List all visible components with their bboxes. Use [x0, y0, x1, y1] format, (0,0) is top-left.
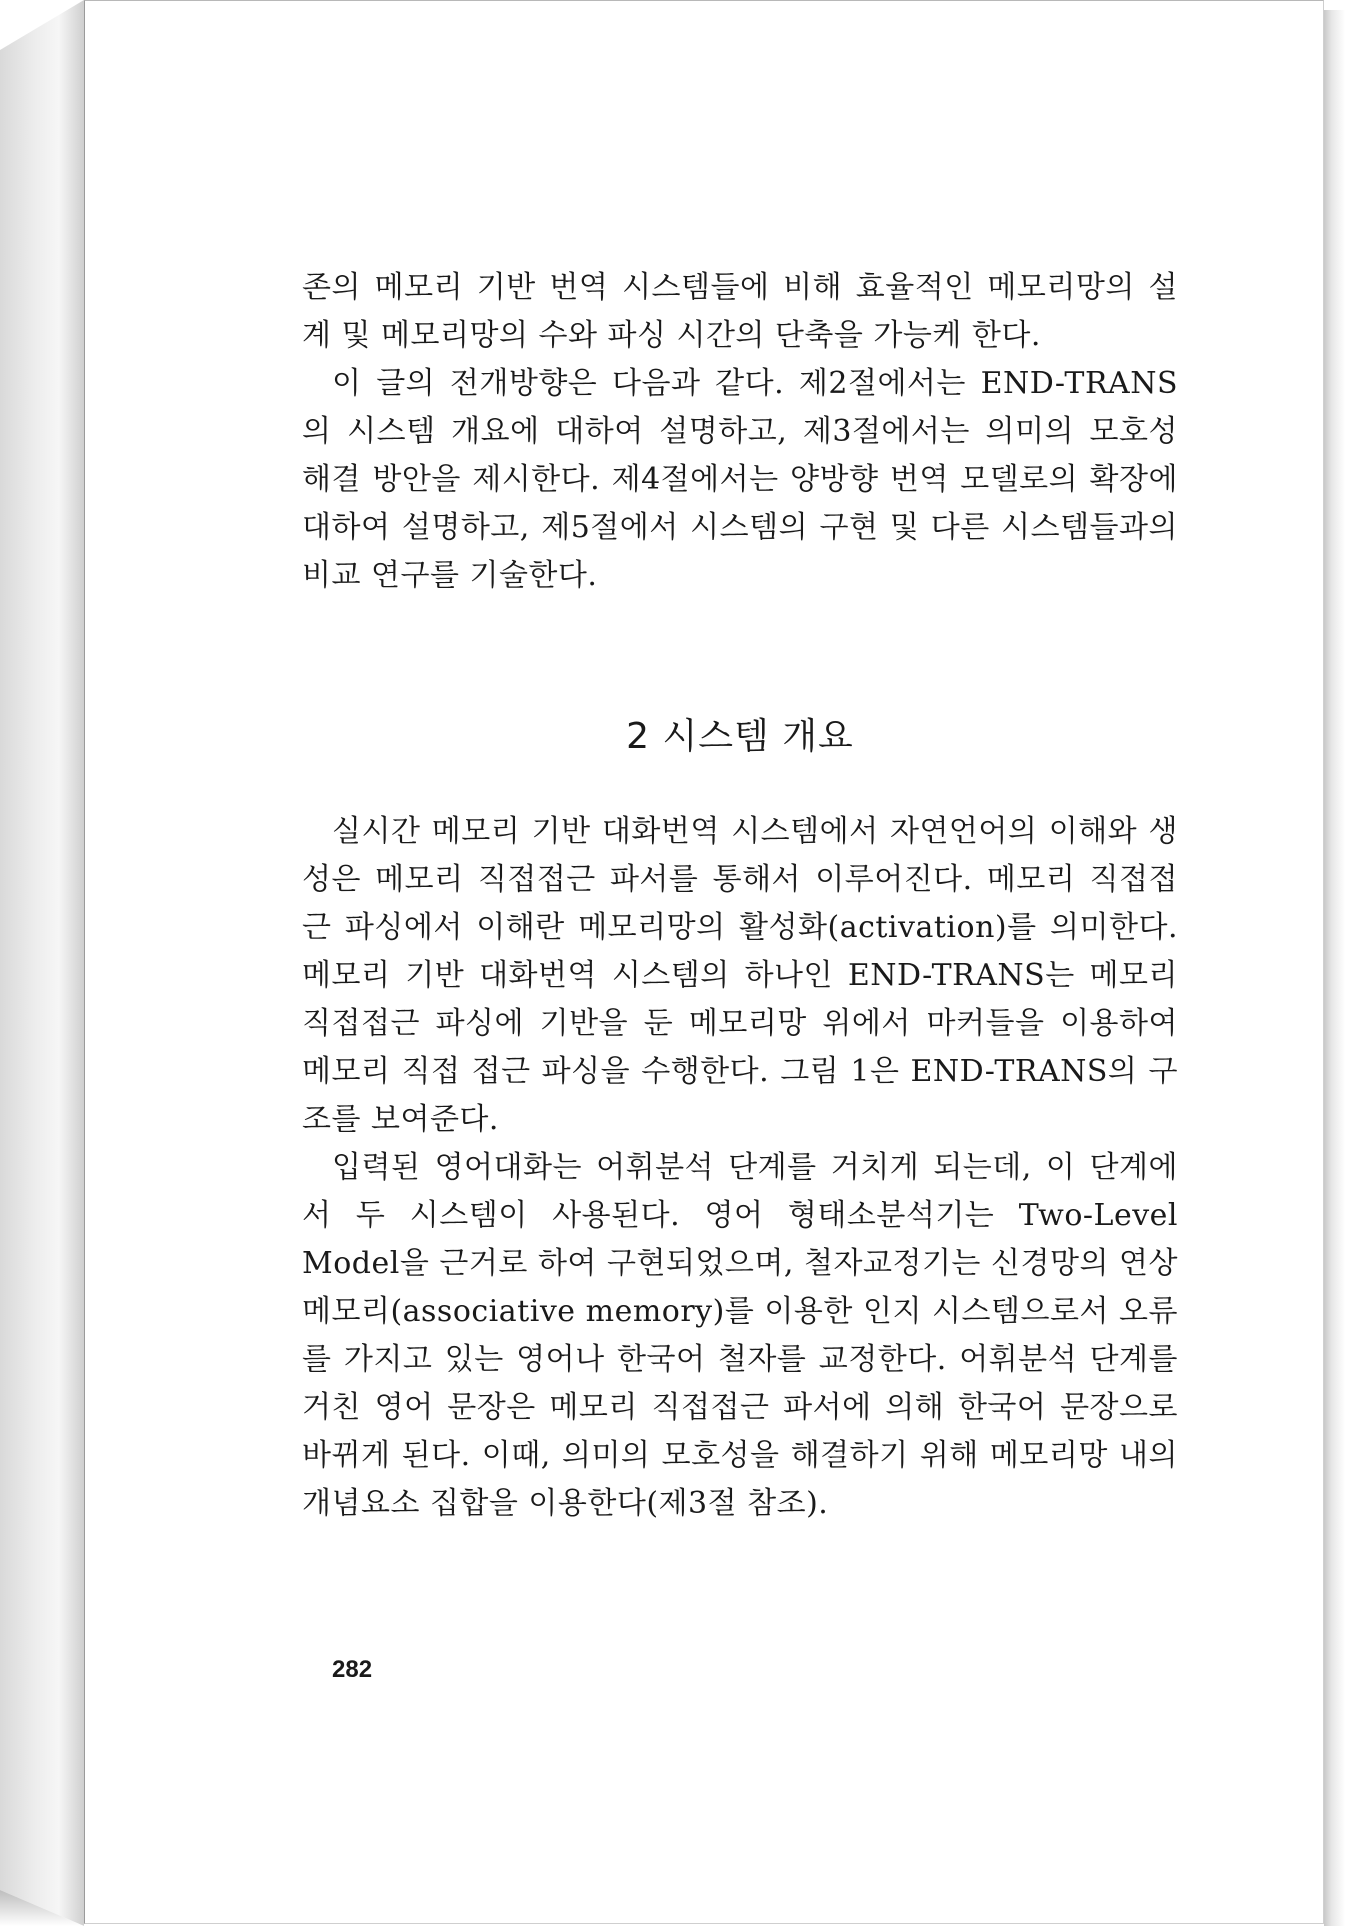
intro-paragraph-2: 이 글의 전개방향은 다음과 같다. 제2절에서는 END-TRANS의 시스템 개요에 대하여 설명하고, 제3절에서는 의미의 모호성 해결 방안을 제시한다. 제4절에서는 양방향 번역 모델로의 확장에 대하여 설명하고, 제5절에서 시스템의 구현 및 다른 시스템들과의 비교 연구를 기술한다.: [302, 366, 1178, 593]
section-heading: 2 시스템 개요: [626, 716, 854, 757]
section-paragraph-2: 입력된 영어대화는 어휘분석 단계를 거치게 되는데, 이 단계에서 두 시스템이 사용된다. 영어 형태소분석기는 Two-Level Model을 근거로 하여 구현되었으며, 철자교정기는 신경망의 연상 메모리(associative memory)를 이용한 인지 시스템으로서 오류를 가지고 있는 영어나 한국어 철자를 교정한다. 어휘분석 단계를 거친 영어 문장은 메모리 직접접근 파서에 의해 한국어 문장으로 바뀌게 된다. 이때, 의미의 모호성을 해결하기 위해 메모리망 내의 개념요소 집합을 이용한다(제3절 참조).: [302, 1150, 1178, 1521]
intro-text: [302, 264, 1178, 600]
intro-paragraph-1: 존의 메모리 기반 번역 시스템들에 비해 효율적인 메모리망의 설계 및 메모리망의 수와 파싱 시간의 단축을 가능케 한다.: [302, 270, 1178, 353]
page-edge-shadow: [1324, 10, 1345, 1926]
section-paragraph-1: 실시간 메모리 기반 대화번역 시스템에서 자연언어의 이해와 생성은 메모리 직접접근 파서를 통해서 이루어진다. 메모리 직접접근 파싱에서 이해란 메모리망의 활성화(activation)를 의미한다. 메모리 기반 대화번역 시스템의 하나인 END-TRANS는 메모리 직접접근 파싱에 기반을 둔 메모리망 위에서 마커들을 이용하여 메모리 직접 접근 파싱을 수행한다. 그림 1은 END-TRANS의 구조를 보여준다.: [302, 814, 1178, 1137]
page-number: 282: [332, 1656, 373, 1683]
section-text: [302, 808, 1178, 1528]
book-spine: [0, 0, 84, 1926]
